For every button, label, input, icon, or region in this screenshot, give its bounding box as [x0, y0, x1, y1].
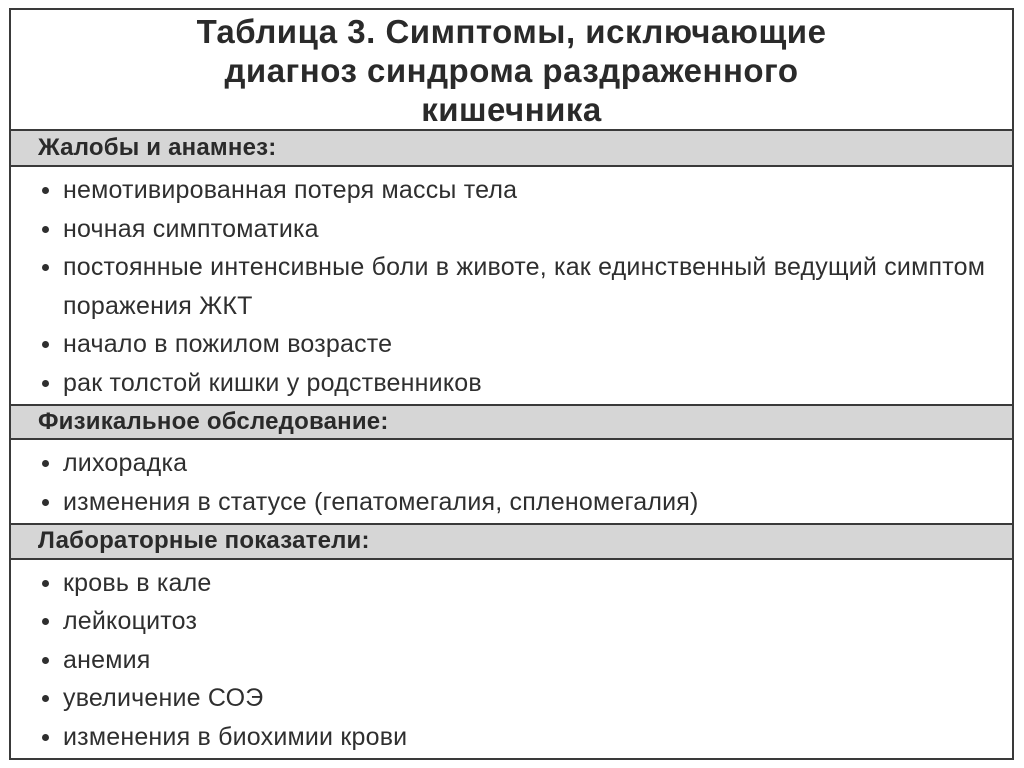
bullet-icon [42, 380, 49, 387]
bullet-icon [42, 580, 49, 587]
list-item-text: немотивированная потеря массы тела [63, 176, 518, 205]
title-line-3: кишечника [421, 91, 602, 128]
bullet-icon [42, 460, 49, 467]
list-item-text: лихорадка [63, 449, 188, 478]
title-line-2: диагноз синдрома раздраженного [224, 52, 799, 89]
list-item [11, 641, 1012, 680]
bullet-icon [42, 187, 49, 194]
list-item [11, 171, 1012, 210]
bullet-icon [42, 657, 49, 664]
section-header-lab-results: Лабораторные показатели: [11, 523, 1012, 559]
bullet-icon [42, 264, 49, 271]
list-item [11, 325, 1012, 364]
list-item-text: постоянные интенсивные боли в животе, как единственный ведущий симптом поражения ЖКТ [63, 253, 986, 320]
list-item [11, 483, 1012, 522]
table-title [11, 10, 1012, 131]
title-line-1: Таблица 3. Симптомы, исключающие [196, 13, 827, 50]
list-item-text: изменения в статусе (гепатомегалия, спленомегалия) [63, 487, 699, 516]
list-item [11, 718, 1012, 757]
list-item [11, 364, 1012, 403]
section-list-lab-results [11, 560, 1012, 759]
bullet-icon [42, 695, 49, 702]
section-header-complaints: Жалобы и анамнез: [11, 131, 1012, 167]
list-item-text: кровь в кале [63, 568, 212, 597]
bullet-icon [42, 226, 49, 233]
section-header-physical-exam: Физикальное обследование: [11, 404, 1012, 440]
section-list-physical-exam [11, 440, 1012, 523]
list-item-text: увеличение СОЭ [63, 684, 264, 712]
list-item-text: ночная симптоматика [63, 214, 319, 243]
list-item [11, 564, 1012, 603]
list-item [11, 679, 1012, 718]
list-item [11, 248, 1012, 325]
bullet-icon [42, 499, 49, 506]
list-item [11, 602, 1012, 641]
list-item-text: начало в пожилом возрасте [63, 330, 393, 359]
list-item [11, 444, 1012, 483]
bullet-icon [42, 341, 49, 348]
bullet-icon [42, 734, 49, 741]
bullet-icon [42, 618, 49, 625]
list-item-text: лейкоцитоз [63, 607, 198, 635]
list-item-text: изменения в биохимии крови [63, 722, 408, 751]
symptoms-table [9, 8, 1014, 760]
list-item-text: анемия [63, 645, 151, 674]
list-item [11, 210, 1012, 249]
list-item-text: рак толстой кишки у родственников [63, 368, 482, 397]
section-list-complaints [11, 167, 1012, 404]
